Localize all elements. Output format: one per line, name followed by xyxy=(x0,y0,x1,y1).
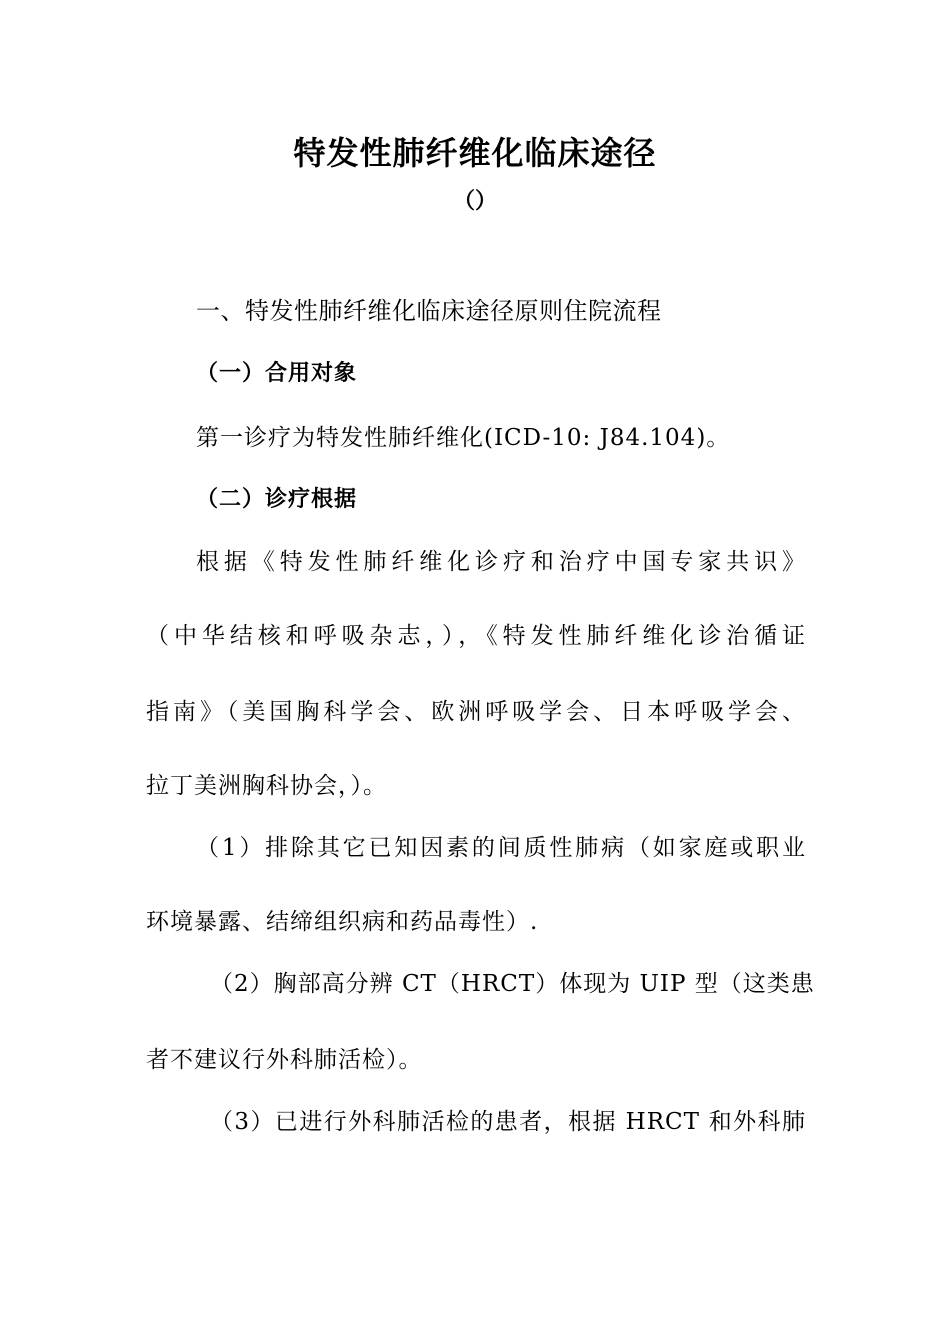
list-item-2-line: （2）胸部高分辨 CT（HRCT）体现为 UIP 型（这类患 xyxy=(210,971,815,997)
list-item-2-line: 者不建议行外科肺活检）。 xyxy=(146,1047,423,1073)
document-subtitle: （） xyxy=(452,189,497,214)
list-item-1-line: （1）排除其它已知因素的间质性肺病（如家庭或职业 xyxy=(196,835,806,861)
subsection-heading-diagnosis-basis: （二）诊疗根据 xyxy=(196,487,358,512)
paragraph-line: （中华结核和呼吸杂志，），《特发性肺纤维化诊治循证 xyxy=(146,623,806,649)
list-item-1-line: 环境暴露、结缔组织病和药品毒性）. xyxy=(146,909,539,935)
paragraph-line: 指南》（美国胸科学会、欧洲呼吸学会、日本呼吸学会、 xyxy=(146,699,806,725)
document-title: 特发性肺纤维化临床途径 xyxy=(293,134,657,172)
paragraph-line: 拉丁美洲胸科协会，）。 xyxy=(146,773,387,799)
subsection-heading-applicable-subjects: （一）合用对象 xyxy=(196,361,358,386)
paragraph-line: 根据《特发性肺纤维化诊疗和治疗中国专家共识》 xyxy=(196,549,806,575)
list-item-3-line: （3）已进行外科肺活检的患者，根据 HRCT 和外科肺 xyxy=(210,1109,806,1135)
diagnosis-text: 第一诊疗为特发性肺纤维化(ICD-10: J84.104)。 xyxy=(196,425,731,451)
section-heading: 一、特发性肺纤维化临床途径原则住院流程 xyxy=(196,297,662,325)
